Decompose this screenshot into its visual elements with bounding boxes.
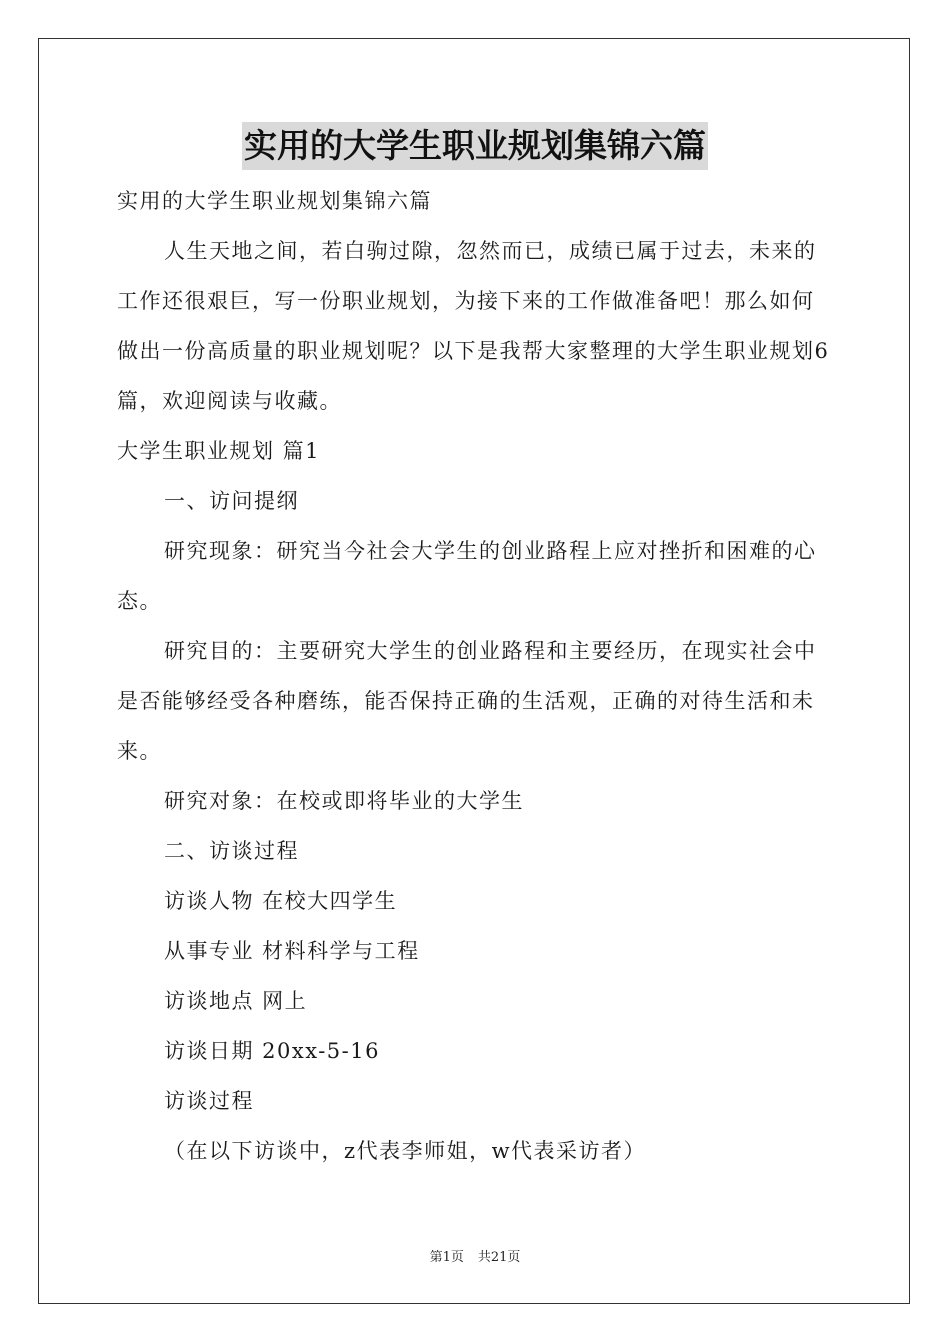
line-interviewee: 访谈人物 在校大四学生	[164, 889, 398, 913]
paragraph-intro: 人生天地之间，若白驹过隙，忽然而已，成绩已属于过去，未来的工作还很艰巨，写一份职业规划，为接下来的工作做准备吧！那么如何做出一份高质量的职业规划呢？以下是我帮大家整理的大学生职业规划6篇，欢迎阅读与收藏。	[117, 239, 830, 413]
line-location: 访谈地点 网上	[164, 989, 308, 1013]
paragraph-research-purpose: 研究目的：主要研究大学生的创业路程和主要经历，在现实社会中是否能够经受各种磨练，能否保持正确的生活观，正确的对待生活和未来。	[117, 639, 817, 763]
title-wrap	[0, 122, 950, 170]
line-date: 访谈日期 20xx-5-16	[164, 1039, 380, 1063]
line-major: 从事专业 材料科学与工程	[164, 939, 420, 963]
page-number: 第1页	[429, 1250, 464, 1265]
subheading-outline: 一、访问提纲	[164, 489, 299, 513]
line-note: （在以下访谈中，z代表李师姐，w代表采访者）	[164, 1139, 647, 1163]
paragraph-research-phenomenon: 研究现象：研究当今社会大学生的创业路程上应对挫折和困难的心态。	[117, 539, 817, 613]
page-footer	[0, 1246, 950, 1265]
line-process: 访谈过程	[164, 1089, 254, 1113]
section-heading: 大学生职业规划 篇1	[117, 439, 321, 463]
page-total: 共21页	[477, 1250, 521, 1265]
document-body	[117, 176, 835, 1176]
paragraph-subtitle: 实用的大学生职业规划集锦六篇	[117, 189, 432, 213]
document-title: 实用的大学生职业规划集锦六篇	[242, 122, 708, 170]
subheading-interview-process: 二、访谈过程	[164, 839, 299, 863]
paragraph-research-subject: 研究对象：在校或即将毕业的大学生	[164, 789, 524, 813]
